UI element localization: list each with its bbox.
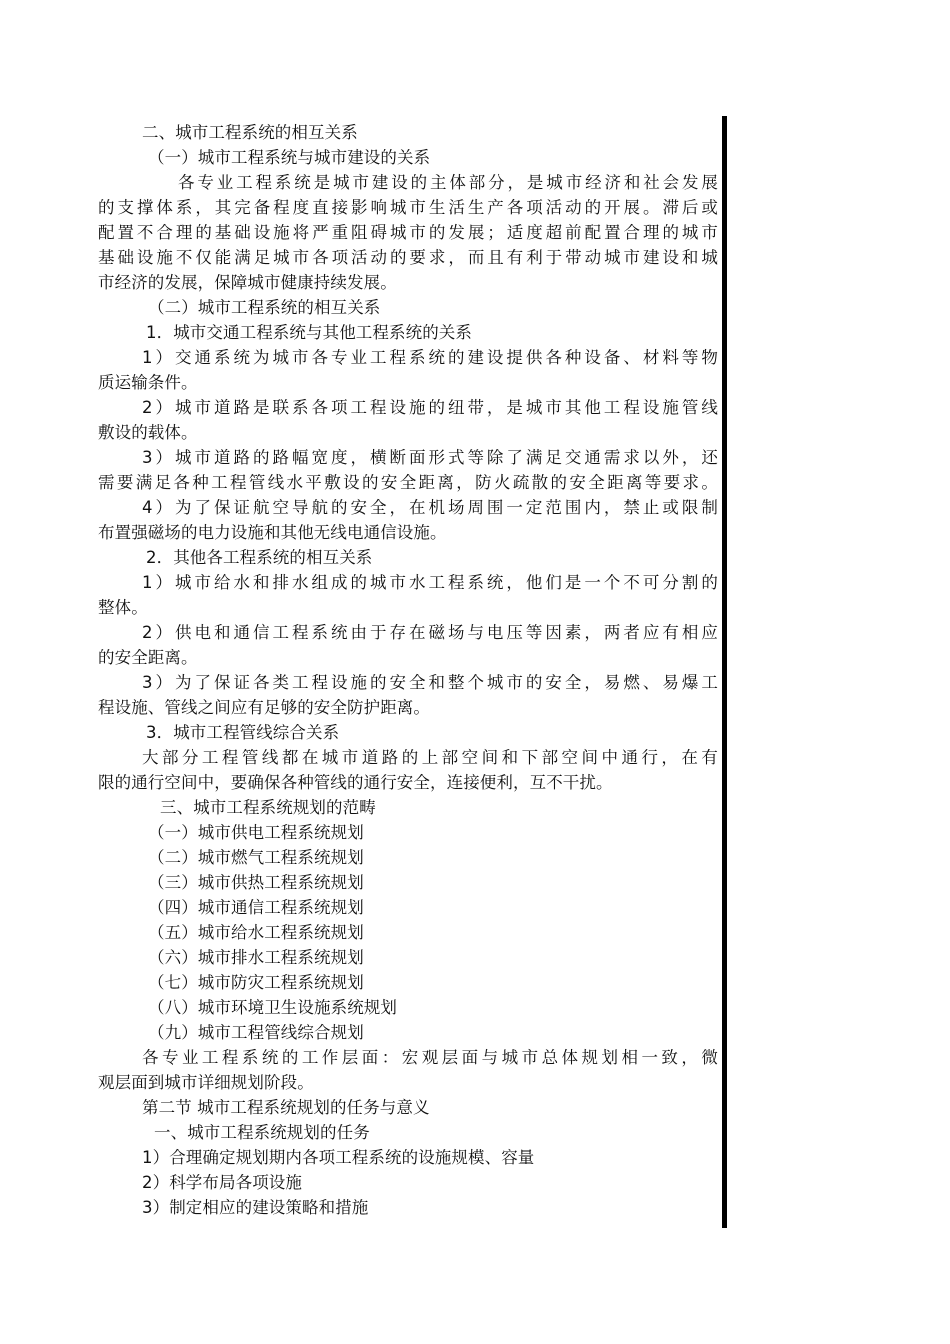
text-line: 质运输条件。 <box>98 373 198 392</box>
text-line: 布置强磁场的电力设施和其他无线电通信设施。 <box>98 523 447 542</box>
text-line: 3）制定相应的建设策略和措施 <box>142 1198 369 1217</box>
text-line: 各专业工程系统的工作层面：宏观层面与城市总体规划相一致，微 <box>142 1048 718 1067</box>
text-line: 的支撑体系，其完备程度直接影响城市生活生产各项活动的开展。滞后或 <box>98 198 718 217</box>
text-line: 限的通行空间中，要确保各种管线的通行安全，连接便利，互不干扰。 <box>98 773 613 792</box>
text-line: （二）城市工程系统的相互关系 <box>148 298 381 317</box>
text-line: 2）科学布局各项设施 <box>142 1173 302 1192</box>
text-line: （一）城市供电工程系统规划 <box>148 823 364 842</box>
text-line: 一、城市工程系统规划的任务 <box>154 1123 370 1142</box>
text-line: 2）供电和通信工程系统由于存在磁场与电压等因素，两者应有相应 <box>142 623 718 642</box>
right-margin-rule <box>722 116 727 1228</box>
text-line: 1．城市交通工程系统与其他工程系统的关系 <box>146 323 472 342</box>
text-line: 程设施、管线之间应有足够的安全防护距离。 <box>98 698 430 717</box>
text-line: 大部分工程管线都在城市道路的上部空间和下部空间中通行，在有 <box>142 748 718 767</box>
text-line: 第二节 城市工程系统规划的任务与意义 <box>142 1098 430 1117</box>
text-line: 敷设的载体。 <box>98 423 198 442</box>
text-line: 1）合理确定规划期内各项工程系统的设施规模、容量 <box>142 1148 535 1167</box>
text-line: 2．其他各工程系统的相互关系 <box>146 548 373 567</box>
text-line: 基础设施不仅能满足城市各项活动的要求，而且有利于带动城市建设和城 <box>98 248 718 267</box>
text-line: 三、城市工程系统规划的范畴 <box>160 798 376 817</box>
text-line: （三）城市供热工程系统规划 <box>148 873 364 892</box>
text-line: 2）城市道路是联系各项工程设施的纽带，是城市其他工程设施管线 <box>142 398 718 417</box>
text-line: 3．城市工程管线综合关系 <box>146 723 340 742</box>
text-line: 3）城市道路的路幅宽度，横断面形式等除了满足交通需求以外，还 <box>142 448 718 467</box>
text-line: （二）城市燃气工程系统规划 <box>148 848 364 867</box>
text-line: 观层面到城市详细规划阶段。 <box>98 1073 314 1092</box>
text-line: 3）为了保证各类工程设施的安全和整个城市的安全，易燃、易爆工 <box>142 673 718 692</box>
text-line: 的安全距离。 <box>98 648 198 667</box>
text-line: （一）城市工程系统与城市建设的关系 <box>148 148 431 167</box>
text-line: （六）城市排水工程系统规划 <box>148 948 364 967</box>
text-line: （七）城市防灾工程系统规划 <box>148 973 364 992</box>
text-line: 配置不合理的基础设施将严重阻碍城市的发展；适度超前配置合理的城市 <box>98 223 718 242</box>
text-line: 1）交通系统为城市各专业工程系统的建设提供各种设备、材料等物 <box>142 348 718 367</box>
document-body <box>98 120 718 1220</box>
text-line: （九）城市工程管线综合规划 <box>148 1023 364 1042</box>
text-line: 1）城市给水和排水组成的城市水工程系统，他们是一个不可分割的 <box>142 573 718 592</box>
text-line: 4）为了保证航空导航的安全，在机场周围一定范围内，禁止或限制 <box>142 498 718 517</box>
text-line: 市经济的发展，保障城市健康持续发展。 <box>98 273 397 292</box>
text-line: 各专业工程系统是城市建设的主体部分，是城市经济和社会发展 <box>178 173 718 192</box>
text-line: （八）城市环境卫生设施系统规划 <box>148 998 397 1017</box>
text-line: 二、城市工程系统的相互关系 <box>142 123 358 142</box>
text-line: 需要满足各种工程管线水平敷设的安全距离，防火疏散的安全距离等要求。 <box>98 473 718 492</box>
text-line: （四）城市通信工程系统规划 <box>148 898 364 917</box>
text-line: （五）城市给水工程系统规划 <box>148 923 364 942</box>
text-line: 整体。 <box>98 598 148 617</box>
